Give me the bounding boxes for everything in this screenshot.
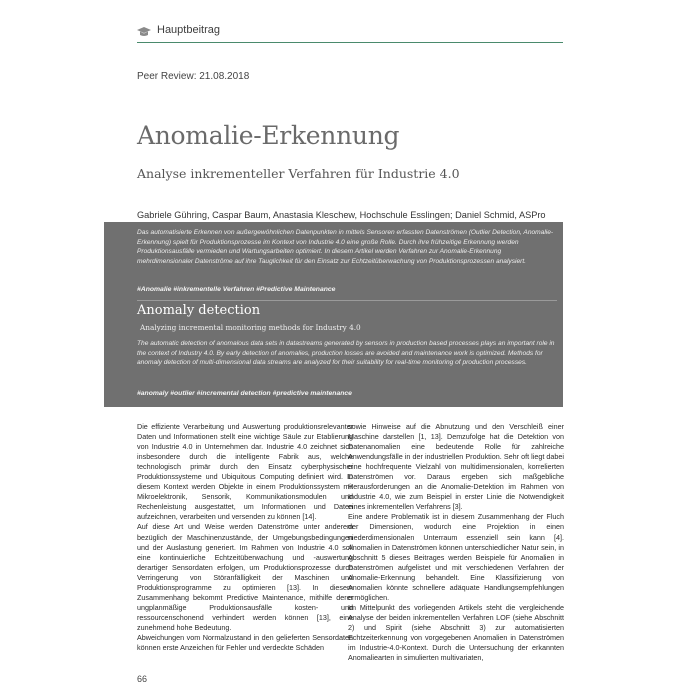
- body-column-left: [137, 422, 353, 653]
- header-rule: [137, 42, 563, 43]
- abstract-divider: [137, 300, 557, 301]
- paragraph: sowie Hinweise auf die Abnutzung und den Verschleiß einer Maschine darstellen [1, 13]. Demzufolge hat die Detektion von Datenanomalien eine bedeutende Rolle für zahlreiche Anwendungsfälle in der industriellen Produktion. Sehr oft liegt dabei eine hochfrequente Vielzahl von multidimensionalen, korrelierten Datenströmen vor. Daraus ergeben sich maßgebliche Herausforderungen an die Anomalie-Detektion im Rahmen von Industrie 4.0, wie zum Beispiel in erster Linie die Notwendigkeit eines inkrementellen Verfahrens [3].: [348, 422, 564, 512]
- paragraph: Abweichungen vom Normalzustand in den gelieferten Sensordaten können erste Anzeichen für Fehler und verdeckte Schäden: [137, 632, 353, 653]
- section-label: Hauptbeitrag: [157, 24, 220, 36]
- english-title: Anomaly detection: [137, 303, 261, 318]
- paragraph: Die effiziente Verarbeitung und Auswertung produktionsrelevanter Daten und Informationen stellt eine wichtige Säule zur Etablierung von Industrie 4.0 in Unternehmen dar. Industrie 4.0 zeichnet sich insbesondere durch die intelligente Fabrik aus, welche technologisch primär durch den Einsatz cyberphysischer Produktionssysteme und Ubiquitous Computing definiert wird. In diesem Kontext werden Objekte in einem Produktionssystem mit Mikroelektronik, Sensorik, Kommunikationsmodulen und Rechenleistung ausgestattet, um Informationen und Daten aufzeichnen, verarbeiten und versenden zu können [14].: [137, 422, 353, 522]
- page-number: 66: [137, 674, 148, 684]
- section-header: [137, 24, 563, 42]
- tags-english: #anomaly #outlier #incremental detection #predictive maintenance: [137, 390, 352, 397]
- graduation-cap-icon: [137, 25, 151, 37]
- paragraph: Auf diese Art und Weise werden Datenströme unter anderem bezüglich der Maschinenzustände, der Umgebungsbedingungen und der Auslastung generiert. Im Rahmen von Industrie 4.0 soll eine kontinuierliche Echtzeitüberwachung und -auswertung derartiger Sensordaten erfolgen, um Produktionsprozesse durch Verringerung von Störanfälligkeit der Maschinen und Produktionsprogramme zu optimieren [13]. In diesem Zusammenhang bekommt Predictive Maintenance, mithilfe derer ungplanmäßige Produktionsausfälle kosten- und ressourcenschonend verhindert werden können [13], eine zunehmend hohe Bedeutung.: [137, 522, 353, 632]
- authors: Gabriele Gühring, Caspar Baum, Anastasia Kleschew, Hochschule Esslingen; Daniel Schmid, ASPro: [137, 210, 546, 220]
- peer-review-date: Peer Review: 21.08.2018: [137, 71, 250, 82]
- abstract-box: [104, 222, 563, 407]
- english-subtitle: Analyzing incremental monitoring methods for Industry 4.0: [140, 323, 361, 332]
- article-subtitle: Analyse inkrementeller Verfahren für Industrie 4.0: [137, 166, 460, 181]
- tags-german: #Anomalie #inkrementelle Verfahren #Predictive Maintenance: [137, 286, 336, 293]
- paragraph: Eine andere Problematik ist in diesem Zusammenhang der Fluch der Dimensionen, wodurch eine Projektion in einen niederdimensionalen Unterraum essenziell sein kann [4]. Anomalien in Datenströmen können unterschiedlicher Natur sein, in Abschnitt 5 dieses Beitrages werden Beispiele für Anomalien in Datenströmen aufgelistet und mit verschiedenen Verfahren der Anomalie-Erkennung behandelt. Eine Klassifizierung von Anomalien könnte schnellere adäquate Handlungsempfehlungen ermöglichen.: [348, 512, 564, 602]
- abstract-english: The automatic detection of anomalous data sets in datastreams generated by sensors in production based processes plays an important role in the context of Industry 4.0. By early detection of anomalies, production losses are avoided and maintenance work is optimized. Methods for anomaly detection of multi-dimensional data streams are analyzed for their suitability for real-time monitoring of production processes.: [137, 340, 555, 367]
- abstract-german: Das automatisierte Erkennen von außergewöhnlichen Datenpunkten in mittels Sensoren erfassten Datenströmen (Outlier Detection, Anomalie-Erkennung) spielt für Produktionsprozesse im Kontext von Industrie 4.0 eine große Rolle. Durch ihre frühzeitige Erkennung werden Produktionsausfälle vermieden und Wartungsarbeiten optimiert. In diesem Artikel werden Verfahren zur Anomalie-Erkennung mehrdimensionaler Datenströme auf ihre Tauglichkeit für den Einsatz zur Echtzeitüberwachung von Produktionsprozessen analysiert.: [137, 229, 554, 265]
- paragraph: Im Mittelpunkt des vorliegenden Artikels steht die vergleichende Analyse der beiden inkrementellen Verfahren LOF (siehe Abschnitt 2) und Spirit (siehe Abschnitt 3) zur automatisierten Echtzeiterkennung von vorgegebenen Anomalien in Datenströmen im Industrie-4.0-Kontext. Durch die Untersuchung der erkannten Anomaliearten in simulierten multivariaten,: [348, 602, 564, 663]
- body-column-right: [348, 422, 564, 663]
- article-title: Anomalie-Erkennung: [137, 121, 400, 150]
